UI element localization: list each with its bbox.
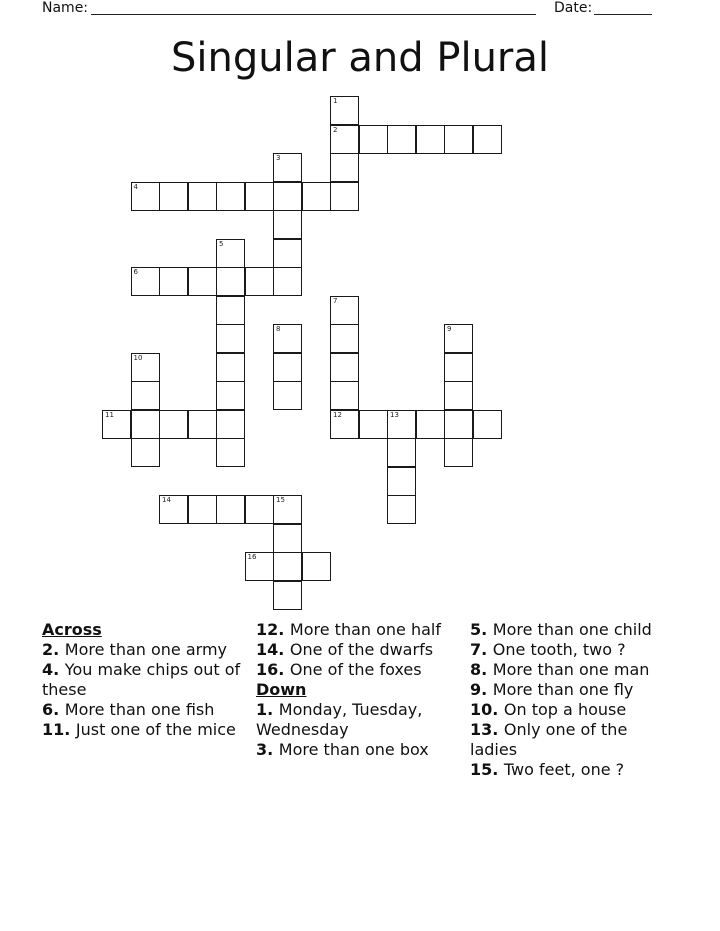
cell-number: 4 [133, 182, 138, 191]
crossword-cell[interactable] [330, 125, 359, 154]
clue-down-10: 10. On top a house [470, 700, 627, 719]
crossword-cell[interactable] [131, 267, 160, 296]
crossword-cell[interactable] [245, 267, 274, 296]
cell-number: 2 [333, 125, 338, 134]
crossword-cell[interactable] [216, 381, 245, 410]
cell-number: 10 [133, 353, 143, 362]
crossword-cell[interactable] [444, 353, 473, 382]
crossword-cell[interactable] [216, 410, 245, 439]
crossword-cell[interactable] [159, 495, 188, 524]
cell-number: 1 [333, 97, 338, 105]
cell-number: 8 [276, 325, 281, 333]
crossword-cell[interactable] [387, 495, 416, 524]
crossword-cell[interactable] [444, 324, 473, 353]
crossword-cell[interactable] [216, 239, 245, 268]
name-line [91, 14, 536, 15]
crossword-cell[interactable] [387, 467, 416, 496]
crossword-cell[interactable] [131, 353, 160, 382]
crossword-cell[interactable] [387, 125, 416, 154]
crossword-cell[interactable] [330, 153, 359, 182]
date-line [594, 14, 652, 15]
clue-across-12: 12. More than one half [256, 620, 441, 639]
crossword-cell[interactable] [159, 182, 188, 211]
crossword-cell[interactable] [273, 239, 302, 268]
crossword-cell[interactable] [273, 182, 302, 211]
cell-number: 9 [447, 325, 452, 333]
cell-number: 15 [276, 496, 285, 504]
name-label: Name: [42, 0, 89, 16]
crossword-cell[interactable] [273, 210, 302, 239]
crossword-cell[interactable] [444, 381, 473, 410]
crossword-cell[interactable] [273, 552, 302, 581]
clue-column-2 [256, 620, 456, 760]
crossword-cell[interactable] [273, 381, 302, 410]
crossword-cell[interactable] [444, 410, 473, 439]
crossword-cell[interactable] [359, 410, 388, 439]
crossword-cell[interactable] [330, 353, 359, 382]
cell-number: 16 [247, 553, 257, 561]
crossword-cell[interactable] [330, 96, 359, 125]
clue-column-1 [42, 620, 242, 740]
clue-down-8: 8. More than one man [470, 660, 650, 679]
across-heading: Across [42, 620, 102, 639]
crossword-cell[interactable] [387, 438, 416, 467]
crossword-cell[interactable] [359, 125, 388, 154]
cell-number: 3 [276, 154, 281, 162]
crossword-cell[interactable] [245, 182, 274, 211]
crossword-cell[interactable] [188, 267, 217, 296]
crossword-cell[interactable] [159, 410, 188, 439]
crossword-cell[interactable] [473, 125, 502, 154]
crossword-cell[interactable] [131, 438, 160, 467]
crossword-cell[interactable] [245, 495, 274, 524]
clue-down-15: 15. Two feet, one ? [470, 760, 625, 779]
date-label: Date: [554, 0, 593, 16]
cell-number: 11 [105, 410, 114, 419]
clue-across-2: 2. More than one army [42, 640, 228, 659]
clue-across-11: 11. Just one of the mice [42, 720, 236, 739]
crossword-cell[interactable] [216, 438, 245, 467]
crossword-cell[interactable] [416, 125, 445, 154]
crossword-cell[interactable] [273, 153, 302, 182]
crossword-cell[interactable] [302, 552, 331, 581]
cell-number: 13 [390, 410, 399, 419]
crossword-cell[interactable] [188, 182, 217, 211]
clue-across-14: 14. One of the dwarfs [256, 640, 434, 659]
clue-down-5: 5. More than one child [470, 620, 652, 639]
crossword-cell[interactable] [330, 296, 359, 325]
crossword-cell[interactable] [444, 125, 473, 154]
cell-number: 14 [162, 496, 171, 504]
crossword-cell[interactable] [330, 324, 359, 353]
crossword-cell[interactable] [330, 410, 359, 439]
crossword-cell[interactable] [273, 495, 302, 524]
crossword-cell[interactable] [216, 353, 245, 382]
crossword-cell[interactable] [102, 410, 131, 439]
crossword-cell[interactable] [444, 438, 473, 467]
crossword-cell[interactable] [273, 524, 302, 553]
crossword-cell[interactable] [245, 552, 274, 581]
cell-number: 12 [333, 410, 342, 419]
page-title: Singular and Plural [170, 35, 549, 81]
clue-down-9: 9. More than one fly [470, 680, 634, 699]
crossword-cell[interactable] [216, 324, 245, 353]
down-heading: Down [256, 680, 307, 699]
clue-column-3 [470, 620, 670, 780]
clue-down-7: 7. One tooth, two ? [470, 640, 626, 659]
crossword-cell[interactable] [131, 381, 160, 410]
crossword-cell[interactable] [216, 296, 245, 325]
crossword-cell[interactable] [330, 381, 359, 410]
crossword-cell[interactable] [387, 410, 416, 439]
crossword-cell[interactable] [188, 410, 217, 439]
crossword-cell[interactable] [330, 182, 359, 211]
crossword-cell[interactable] [216, 267, 245, 296]
clue-across-4: 4. You make chips out of these [42, 660, 241, 699]
crossword-cell[interactable] [302, 182, 331, 211]
clue-across-6: 6. More than one fish [42, 700, 215, 719]
cell-number: 6 [133, 268, 138, 276]
crossword-cell[interactable] [416, 410, 445, 439]
crossword-cell[interactable] [159, 267, 188, 296]
crossword-cell[interactable] [473, 410, 502, 439]
crossword-cell[interactable] [216, 495, 245, 524]
crossword-cell[interactable] [131, 410, 160, 439]
crossword-cell[interactable] [273, 324, 302, 353]
crossword-cell[interactable] [273, 581, 302, 610]
clue-down-3: 3. More than one box [256, 740, 429, 759]
crossword-cell[interactable] [188, 495, 217, 524]
cell-number: 5 [219, 239, 224, 248]
cell-number: 7 [333, 296, 338, 305]
clue-across-16: 16. One of the foxes [256, 660, 422, 679]
crossword-cell[interactable] [216, 182, 245, 211]
crossword-cell[interactable] [273, 267, 302, 296]
crossword-cell[interactable] [131, 182, 160, 211]
clue-down-1: 1. Monday, Tuesday, Wednesday [256, 700, 423, 739]
crossword-cell[interactable] [273, 353, 302, 382]
clue-down-13: 13. Only one of the ladies [470, 720, 628, 759]
